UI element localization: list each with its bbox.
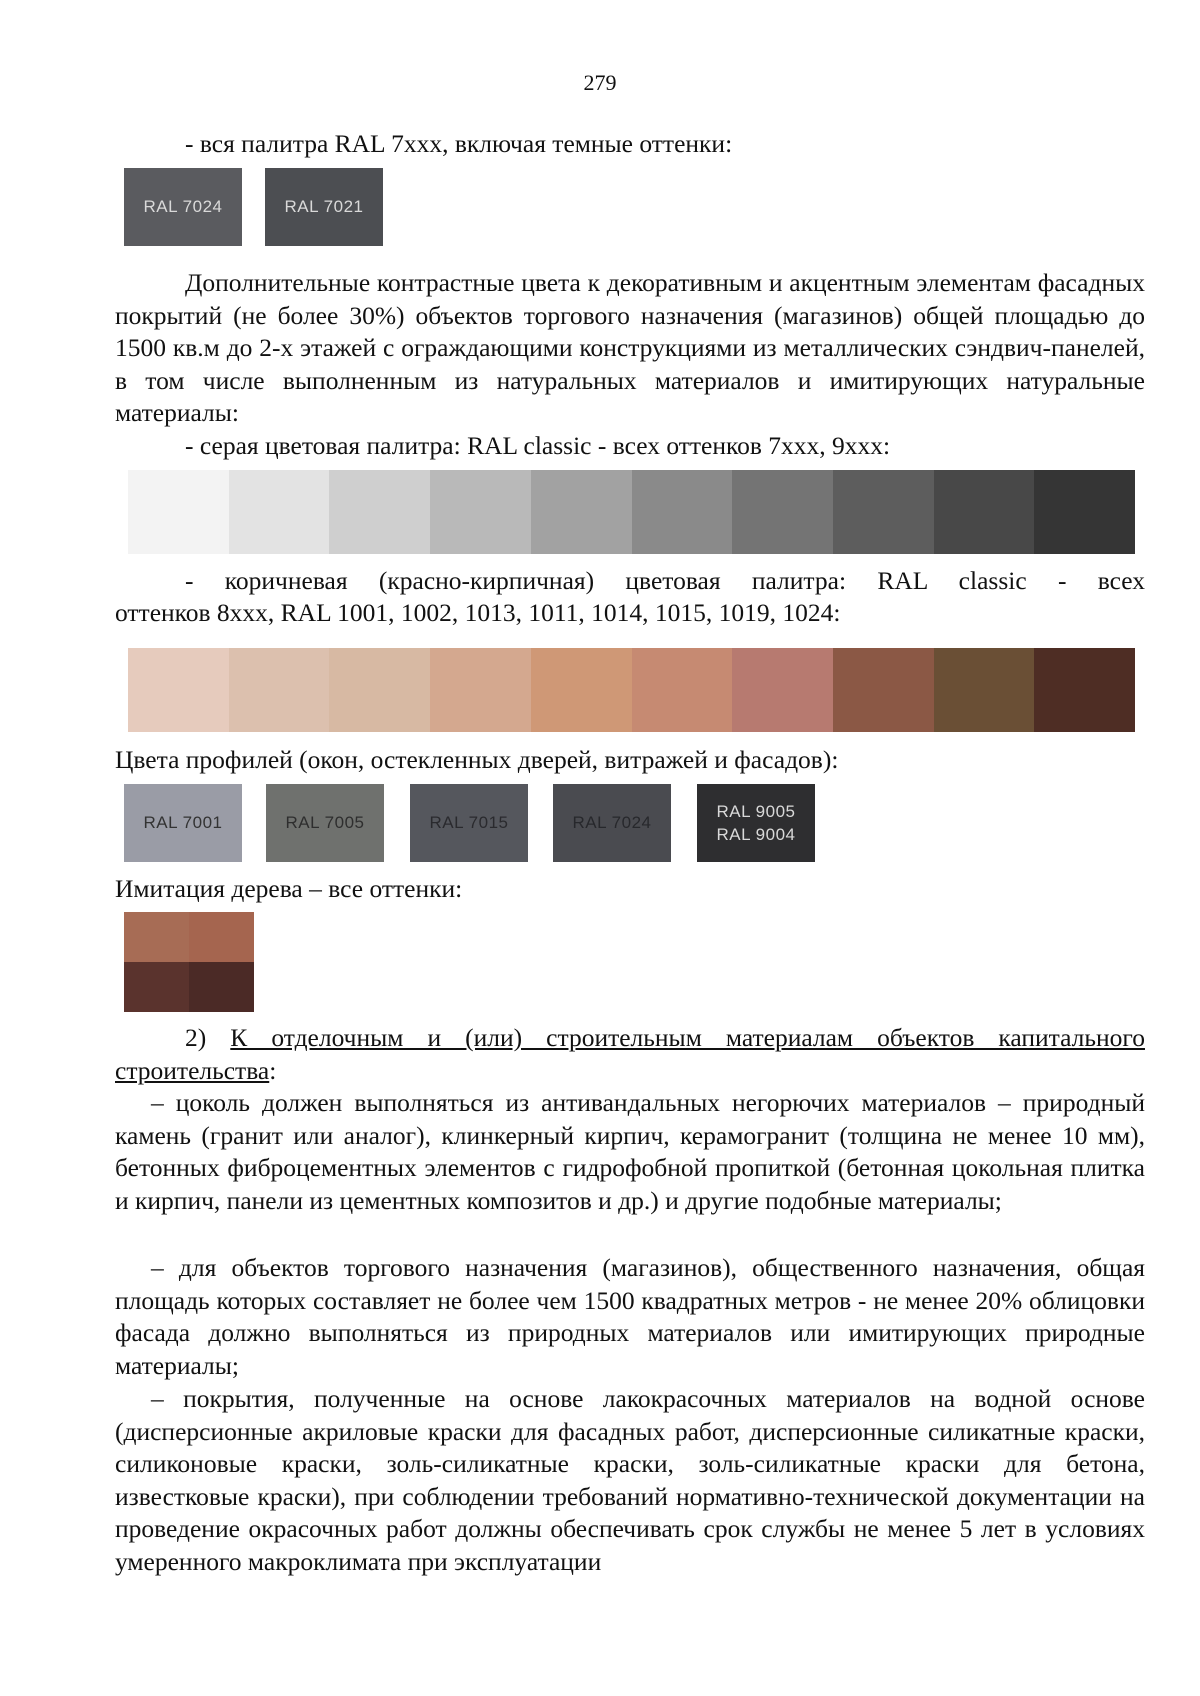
brown-swatch-2	[229, 648, 330, 732]
swatch-label: RAL 7001	[143, 813, 223, 832]
swatch-ral-7015	[410, 784, 528, 862]
section-number: 2)	[185, 1023, 207, 1052]
paragraph-additional-colors: Дополнительные контрастные цвета к декоративным и акцентным элементам фасадных покрытий (не более 30%) объектов торгового назначения (магазинов) общей площадью до 1500 кв.м до 2-х этажей с ограждающими конструкциями из металлических сэндвич-панелей, в том числе выполненным из натуральных материалов и имитирующих натуральные материалы:	[115, 268, 1145, 427]
swatch-ral-7024	[553, 784, 671, 862]
swatch-label: RAL 7021	[284, 197, 364, 216]
grey-swatch-9	[934, 470, 1035, 554]
paragraph-brown-palette-line2: оттенков 8ххх, RAL 1001, 1002, 1013, 1011, 1014, 1015, 1019, 1024:	[115, 598, 841, 627]
brown-swatch-7	[732, 648, 833, 732]
swatch-label: RAL 7005	[285, 813, 365, 832]
paragraph-profile-colors: Цвета профилей (окон, остекленных дверей, витражей и фасадов):	[115, 745, 839, 774]
swatch-label: RAL 7024	[143, 197, 223, 216]
wood-tile-2	[189, 912, 254, 962]
brown-swatch-3	[329, 648, 430, 732]
swatch-ral-7005	[266, 784, 384, 862]
wood-swatch	[124, 912, 254, 1012]
grey-swatch-7	[732, 470, 833, 554]
grey-palette-strip	[128, 470, 1135, 554]
wood-tile-1	[124, 912, 189, 962]
swatch-label: RAL 9005	[716, 802, 796, 821]
swatch-label: RAL 7015	[429, 813, 509, 832]
brown-swatch-8	[833, 648, 934, 732]
swatch-ral-7024-dark	[124, 168, 242, 246]
paragraph-coatings: – покрытия, полученные на основе лакокрасочных материалов на водной основе (дисперсионные акриловые краски для фасадных работ, дисперсионные силикатные краски, силиконовые краски, золь-силикатные краски, золь-силикатные краски для бетона, известковые краски), при соблюдении требований нормативно-технической документации на проведение окрасочных работ должны обеспечивать срок службы не менее 5 лет в условиях умеренного макроклимата при эксплуатации	[115, 1384, 1145, 1576]
paragraph-grey-palette: - серая цветовая палитра: RAL classic - всех оттенков 7ххх, 9ххх:	[185, 431, 891, 460]
paragraph-wood-imitation: Имитация дерева – все оттенки:	[115, 874, 463, 903]
wood-tile-3	[124, 962, 189, 1012]
paragraph-trade-objects: – для объектов торгового назначения (магазинов), общественного назначения, общая площадь которых составляет не более чем 1500 квадратных метров - не менее 20% облицовки фасада должно выполняться из природных материалов или имитирующих природные материалы;	[115, 1253, 1145, 1380]
grey-swatch-2	[229, 470, 330, 554]
swatch-ral-7001	[124, 784, 242, 862]
section-title: К отделочным и (или) строительным материалам объектов капитального строительства	[115, 1023, 1145, 1085]
wood-tile-4	[189, 962, 254, 1012]
swatch-ral-9005-9004	[697, 784, 815, 862]
section-2-heading	[115, 1022, 1145, 1087]
page-number: 279	[583, 70, 617, 95]
paragraph-ral7xxx: - вся палитра RAL 7ххх, включая темные оттенки:	[185, 129, 733, 158]
grey-swatch-3	[329, 470, 430, 554]
swatch-label: RAL 7024	[572, 813, 652, 832]
grey-swatch-6	[632, 470, 733, 554]
brown-palette-strip	[128, 648, 1135, 732]
swatch-ral-7021	[265, 168, 383, 246]
grey-swatch-5	[531, 470, 632, 554]
paragraph-cokol: – цоколь должен выполняться из антивандальных негорючих материалов – природный камень (гранит или аналог), клинкерный кирпич, керамогранит (толщина не менее 10 мм), бетонных фиброцементных элементов с гидрофобной пропиткой (бетонная цокольная плитка и кирпич, панели из цементных композитов и др.) и другие подобные материалы;	[115, 1088, 1145, 1215]
brown-swatch-10	[1034, 648, 1135, 732]
paragraph-brown-palette-line1: - коричневая (красно-кирпичная) цветовая палитра: RAL classic - всех	[185, 566, 1145, 595]
brown-swatch-6	[632, 648, 733, 732]
swatch-label-secondary: RAL 9004	[716, 825, 796, 844]
grey-swatch-8	[833, 470, 934, 554]
brown-swatch-1	[128, 648, 229, 732]
brown-swatch-9	[934, 648, 1035, 732]
grey-swatch-10	[1034, 470, 1135, 554]
section-colon: :	[269, 1055, 277, 1085]
brown-swatch-5	[531, 648, 632, 732]
brown-swatch-4	[430, 648, 531, 732]
grey-swatch-4	[430, 470, 531, 554]
grey-swatch-1	[128, 470, 229, 554]
